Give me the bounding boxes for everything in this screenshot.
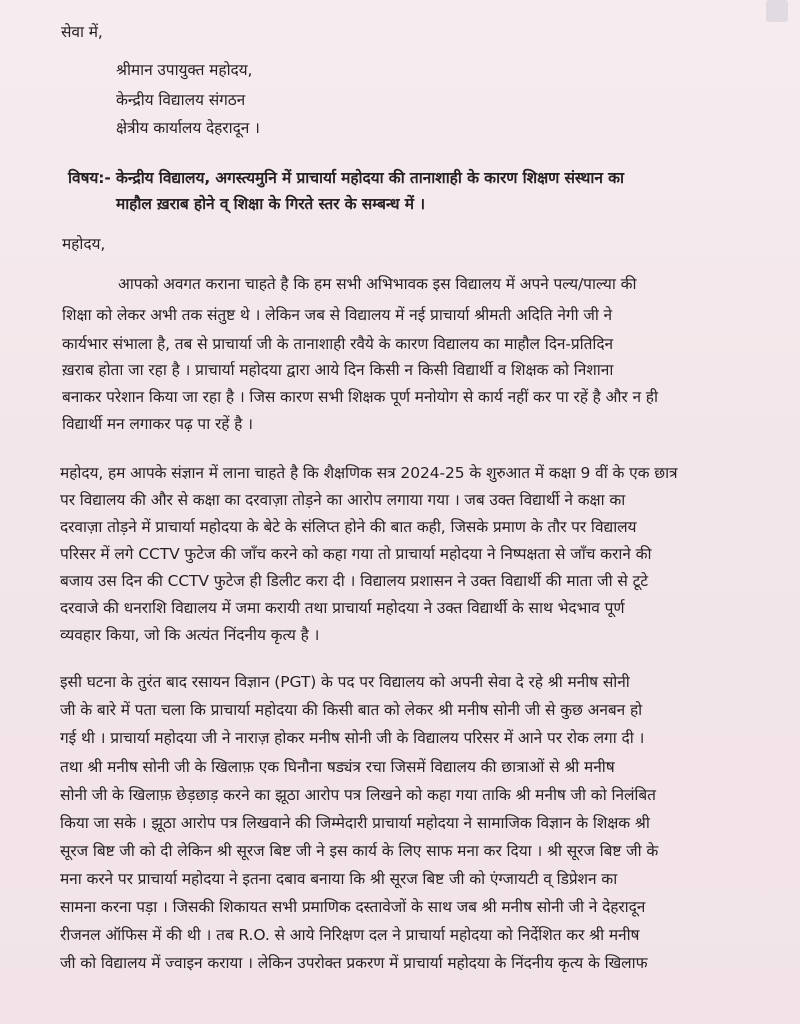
- paragraph-line: मना करने पर प्राचार्या महोदया ने इतना दबाव बनाया कि श्री सूरज बिष्ट जी को एंग्जायटी व् डिप्रेशन का: [60, 870, 618, 888]
- paragraph-line: परिसर में लगे CCTV फुटेज की जाँच करने को कहा गया तो प्राचार्या महोदया ने निष्पक्षता से जाँच कराने की: [60, 545, 652, 563]
- recipient-line: श्रीमान उपायुक्त महोदय,: [116, 61, 253, 79]
- salutation-to: सेवा में,: [61, 23, 103, 41]
- paragraph-line: गई थी । प्राचार्या महोदया जी ने नाराज़ होकर मनीष सोनी जी के विद्यालय परिसर में आने पर रोक लगा दी ।: [60, 729, 645, 747]
- paragraph-line: आपको अवगत कराना चाहते है कि हम सभी अभिभावक इस विद्यालय में अपने पल्य/पाल्या की: [118, 275, 637, 293]
- paragraph-line: विद्यार्थी मन लगाकर पढ़ पा रहें है ।: [62, 415, 253, 433]
- subject-line: विषय:- केन्द्रीय विद्यालय, अगस्त्यमुनि में प्राचार्या महोदया की तानाशाही के कारण शिक्षण संस्थान का: [68, 169, 624, 187]
- paragraph-line: तथा श्री मनीष सोनी जी के खिलाफ़ एक घिनौना षड्यंत्र रचा जिसमें विद्यालय की छात्राओं से श्री मनीष: [60, 758, 615, 776]
- paragraph-line: बजाय उस दिन की CCTV फुटेज ही डिलीट करा दी । विद्यालय प्रशासन ने उक्त विद्यार्थी की माता जी से टूटे: [60, 572, 648, 590]
- recipient-line: क्षेत्रीय कार्यालय देहरादून ।: [116, 119, 260, 137]
- paragraph-line: महोदय, हम आपके संज्ञान में लाना चाहते है कि शैक्षणिक सत्र 2024-25 के शुरुआत में कक्षा 9 वीं के एक छात्र: [60, 464, 678, 482]
- paragraph-line: रीजनल ऑफिस में की थी । तब R.O. से आये निरिक्षण दल ने प्राचार्या महोदया को निर्देशित कर श्री मनीष: [60, 926, 640, 944]
- corner-mark-icon: [766, 0, 788, 22]
- paragraph-line: व्यवहार किया, जो कि अत्यंत निंदनीय कृत्य है ।: [60, 626, 320, 644]
- paragraph-line: किया जा सके । झूठा आरोप पत्र लिखवाने की जिम्मेदारी प्राचार्या महोदया ने सामाजिक विज्ञान के शिक्षक श्री: [60, 814, 650, 832]
- paragraph-line: इसी घटना के तुरंत बाद रसायन विज्ञान (PGT) के पद पर विद्यालय को अपनी सेवा दे रहे श्री मनीष सोनी: [60, 673, 630, 691]
- paragraph-line: कार्यभार संभाला है, तब से प्राचार्या जी के तानाशाही रवैये के कारण विद्यालय का माहौल दिन-प्रतिदिन: [62, 335, 614, 353]
- paragraph-line: दरवाज़ा तोड़ने में प्राचार्या महोदया के बेटे के संलिप्त होने की बात कही, जिसके प्रमाण के तौर पर विद्यालय: [60, 518, 637, 536]
- paragraph-line: ख़राब होता जा रहा है । प्राचार्या महोदया द्वारा आये दिन किसी न किसी विद्यार्थी व शिक्षक को निशाना: [62, 361, 614, 379]
- paragraph-line: पर विद्यालय की और से कक्षा का दरवाज़ा तोड़ने का आरोप लगाया गया । जब उक्त विद्यार्थी ने कक्षा का: [60, 491, 626, 509]
- paragraph-line: बनाकर परेशान किया जा रहा है । जिस कारण सभी शिक्षक पूर्ण मनोयोग से कार्य नहीं कर पा रहें है और न ही: [62, 388, 658, 406]
- paragraph-line: सूरज बिष्ट जी को दी लेकिन श्री सूरज बिष्ट जी ने इस कार्य के लिए साफ मना कर दिया । श्री सूरज बिष्ट जी के: [60, 842, 659, 860]
- paragraph-line: जी के बारे में पता चला कि प्राचार्या महोदया की किसी बात को लेकर श्री मनीष सोनी जी से कुछ अनबन हो: [60, 701, 643, 719]
- paragraph-line: जी को विद्यालय में ज्वाइन कराया । लेकिन उपरोक्त प्रकरण में प्राचार्या महोदया के निंदनीय कृत्य के खिलाफ: [60, 954, 648, 972]
- subject-line: माहौल ख़राब होने व् शिक्षा के गिरते स्तर के सम्बन्ध में ।: [116, 195, 425, 213]
- paragraph-line: शिक्षा को लेकर अभी तक संतुष्ट थे । लेकिन जब से विद्यालय में नई प्राचार्या श्रीमती अदिति नेगी जी ने: [62, 306, 613, 324]
- paragraph-line: सोनी जी के खिलाफ़ छेड़छाड़ करने का झूठा आरोप पत्र लिखने को कहा गया ताकि श्री मनीष जी को निलंबित: [60, 786, 656, 804]
- recipient-line: केन्द्रीय विद्यालय संगठन: [116, 91, 246, 109]
- paragraph-line: सामना करना पड़ा । जिसकी शिकायत सभी प्रमाणिक दस्तावेजों के साथ जब श्री मनीष सोनी जी ने देहरादून: [60, 898, 646, 916]
- paragraph-line: दरवाजे की धनराशि विद्यालय में जमा करायी तथा प्राचार्या महोदया ने उक्त विद्यार्थी के साथ भेदभाव पूर्ण: [60, 599, 625, 617]
- greeting: महोदय,: [62, 235, 106, 253]
